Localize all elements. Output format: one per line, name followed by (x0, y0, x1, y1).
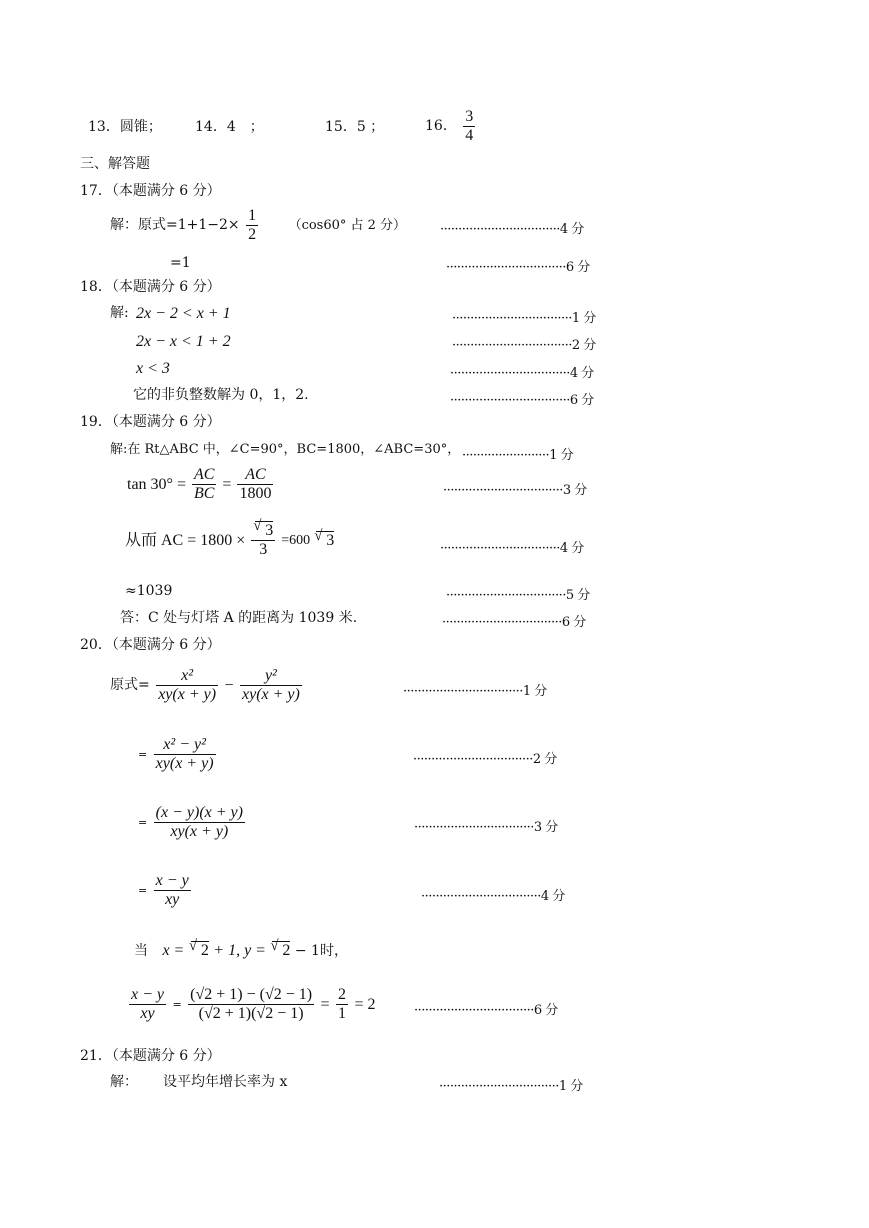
q17-dots-2: ·································6 分 (446, 260, 590, 275)
answer-14: 14．4 ； (195, 119, 264, 135)
q20-s1-prefix: 原式= (110, 677, 150, 694)
q20-when-x: x = (162, 942, 185, 959)
q17-dots-1: ·································4 分 (440, 222, 584, 237)
q20-s2-fraction (154, 736, 216, 774)
q20-step1: 原式= $\frac{\text{x²}}{xy(x + y)}$ − $\frac{\text{y²}}{xy(x + y)}$ (110, 667, 300, 704)
q19-ac-num: √ 3 (251, 522, 275, 541)
q20-dots-6: ·································6 分 (414, 1003, 558, 1018)
q19-tan: tan 30° = $\frac{AC}{BC}$ = $\frac{AC}{1800}$ (127, 466, 272, 503)
q19-dots-4: ·································5 分 (446, 588, 590, 603)
q19-dots-2: ·································3 分 (443, 483, 587, 498)
q21-dots-1: ·································1 分 (439, 1079, 583, 1094)
q17-line1 (110, 207, 406, 245)
q20-when-suffix: − 1时， (294, 943, 348, 959)
q20-s4-fraction (154, 872, 191, 910)
q21-prefix: 解： (110, 1074, 138, 1090)
q18-score-3: 4 分 (569, 366, 594, 381)
q20-step2: = $\frac{\text{x² − y²}}{xy(x + y)}$ (138, 736, 214, 773)
q18-score-2: 2 分 (571, 338, 596, 353)
q19-score-3: 4 分 (559, 541, 584, 556)
q20-s6-lhs-fraction (129, 986, 166, 1024)
q20-s1-fraction-1 (156, 667, 218, 705)
q20-when-x-rad: √ 2 (191, 941, 209, 959)
q18-dots-2: ·································2 分 (452, 338, 596, 353)
q19-tan-den-2: 1800 (239, 485, 272, 503)
q19-tan-den-1: BC (193, 485, 215, 503)
q20-step4: = $\frac{x - y}{xy}$ (138, 872, 189, 909)
q19-ac-result: =600 (281, 533, 311, 549)
q20-s1-num-2: y² (240, 667, 302, 686)
answer-16-den: 4 (465, 127, 474, 145)
q20-s3-den: xy(x + y) (170, 823, 229, 841)
q20-dots-2: ·································2 分 (413, 752, 557, 767)
q21-score-1: 1 分 (558, 1079, 583, 1094)
q18-step2: 2x − x < 1 + 2 (136, 333, 231, 350)
q21-header: 21．（本题满分 6 分） (80, 1048, 221, 1064)
q18-prefix: 解: (110, 305, 129, 321)
q18-score-1: 1 分 (571, 311, 596, 326)
q17-score-1: 4 分 (559, 222, 584, 237)
q20-s6-num: (√2 + 1) − (√2 − 1) (188, 986, 314, 1005)
q17-den: 2 (248, 226, 257, 244)
q20-s1-fraction-2 (240, 667, 302, 705)
q20-s4-den: xy (165, 891, 180, 909)
answer-15: 15．5 ； (325, 119, 385, 135)
q19-score-2: 3 分 (562, 483, 587, 498)
q20-s6-f2-num: 2 (336, 986, 348, 1005)
q18-step1: 2x − 2 < x + 1 (136, 305, 231, 322)
q19-score-4: 5 分 (565, 588, 590, 603)
q20-s3-fraction (154, 804, 245, 842)
q19-answer: 答：C 处与灯塔 A 的距离为 1039 米. (120, 610, 358, 626)
q20-when-prefix: 当 (134, 943, 148, 959)
q20-dots-1: ·································1 分 (403, 684, 547, 699)
q19-ac (125, 522, 334, 560)
q19-tan-num-1: AC (192, 466, 216, 485)
q19-line1: 解:在 Rt△ABC 中，∠C=90°，BC=1800，∠ABC=30°， (110, 442, 461, 457)
q20-s3-num: (x − y)(x + y) (154, 804, 245, 823)
q18-score-4: 6 分 (569, 393, 594, 408)
q18-step3: x < 3 (136, 360, 170, 377)
q20-s1-num-1: x² (156, 667, 218, 686)
q19-score-5: 6 分 (561, 615, 586, 630)
q20-s2-num: x² − y² (154, 736, 216, 755)
q19-ac-den: 3 (259, 541, 268, 559)
q20-score-3: 3 分 (533, 820, 558, 835)
q19-tan-num-2: AC (237, 466, 273, 485)
q20-score-6: 6 分 (533, 1003, 558, 1018)
q17-line1-prefix: 解：原式=1+1−2× (110, 217, 240, 234)
q20-s6-result: = 2 (354, 996, 376, 1014)
q19-ac-fraction (251, 522, 275, 560)
q20-s6-lhs-num: x − y (129, 986, 166, 1005)
q20-s1-den-2: xy(x + y) (241, 686, 300, 704)
q19-approx: ≈1039 (125, 583, 173, 599)
q20-s6-f2-den: 1 (338, 1005, 347, 1023)
q20-step6: $\frac{x - y}{xy}$ = $\frac{(√2 + 1) - (√2 - 1)}{(√2 + 1)(√2 - 1)}$ = $\frac{2}{1}$ = 2 (131, 986, 376, 1023)
q20-when-y-rad: √ 2 (272, 941, 290, 959)
q19-dots-5: ·································6 分 (442, 615, 586, 630)
q20-s1-den-1: xy(x + y) (158, 686, 217, 704)
q20-step3: = $\frac{(x - y)(x + y)}{xy(x + y)}$ (138, 804, 243, 841)
q20-score-1: 1 分 (522, 684, 547, 699)
q18-dots-1: ·································1 分 (452, 311, 596, 326)
q17-line2: =1 (170, 255, 191, 271)
q21-line1: 设平均年增长率为 x (163, 1074, 288, 1090)
q20-score-2: 2 分 (532, 752, 557, 767)
section-title: 三、解答题 (80, 156, 150, 172)
q19-tan-fraction-2 (237, 466, 273, 504)
answer-16 (425, 108, 477, 146)
q20-dots-4: ·································4 分 (421, 889, 565, 904)
q20-s6-fraction-2 (336, 986, 348, 1024)
q20-s4-num: x − y (154, 872, 191, 891)
q19-dots-3: ·································4 分 (440, 541, 584, 556)
q17-note: （cos60° 占 2 分） (288, 217, 407, 233)
q19-ac-rad: √ 3 (316, 531, 334, 549)
q20-s6-den: (√2 + 1)(√2 − 1) (198, 1005, 304, 1023)
q20-s6-fraction (188, 986, 314, 1024)
answer-13: 13．圆锥； (88, 119, 162, 135)
q19-tan-fraction-1 (192, 466, 216, 504)
q18-dots-4: ·································6 分 (450, 393, 594, 408)
q18-header: 18．（本题满分 6 分） (80, 279, 221, 295)
answer-16-prefix: 16． (425, 118, 457, 135)
q17-header: 17．（本题满分 6 分） (80, 183, 221, 199)
q20-when (134, 942, 348, 960)
q20-s6-lhs-den: xy (140, 1005, 155, 1023)
q19-ac-prefix: 从而 AC = 1800 × (125, 532, 246, 550)
q20-s2-den: xy(x + y) (155, 755, 214, 773)
q19-score-1: 1 分 (549, 448, 574, 463)
q17-fraction (246, 207, 258, 245)
q18-dots-3: ·································4 分 (450, 366, 594, 381)
q20-dots-3: ·································3 分 (414, 820, 558, 835)
answer-16-fraction (463, 108, 475, 146)
q19-dots-1: ························1 分 (462, 448, 574, 463)
q19-header: 19．（本题满分 6 分） (80, 414, 221, 430)
q19-tan-lhs: tan 30° = (127, 476, 186, 494)
q17-num: 1 (246, 207, 258, 226)
answer-16-num: 3 (463, 108, 475, 127)
q20-when-mid: + 1, y = (213, 942, 266, 959)
q17-score-2: 6 分 (565, 260, 590, 275)
q18-step4: 它的非负整数解为 0，1，2. (133, 387, 309, 403)
q20-header: 20．（本题满分 6 分） (80, 637, 221, 653)
q20-score-4: 4 分 (540, 889, 565, 904)
